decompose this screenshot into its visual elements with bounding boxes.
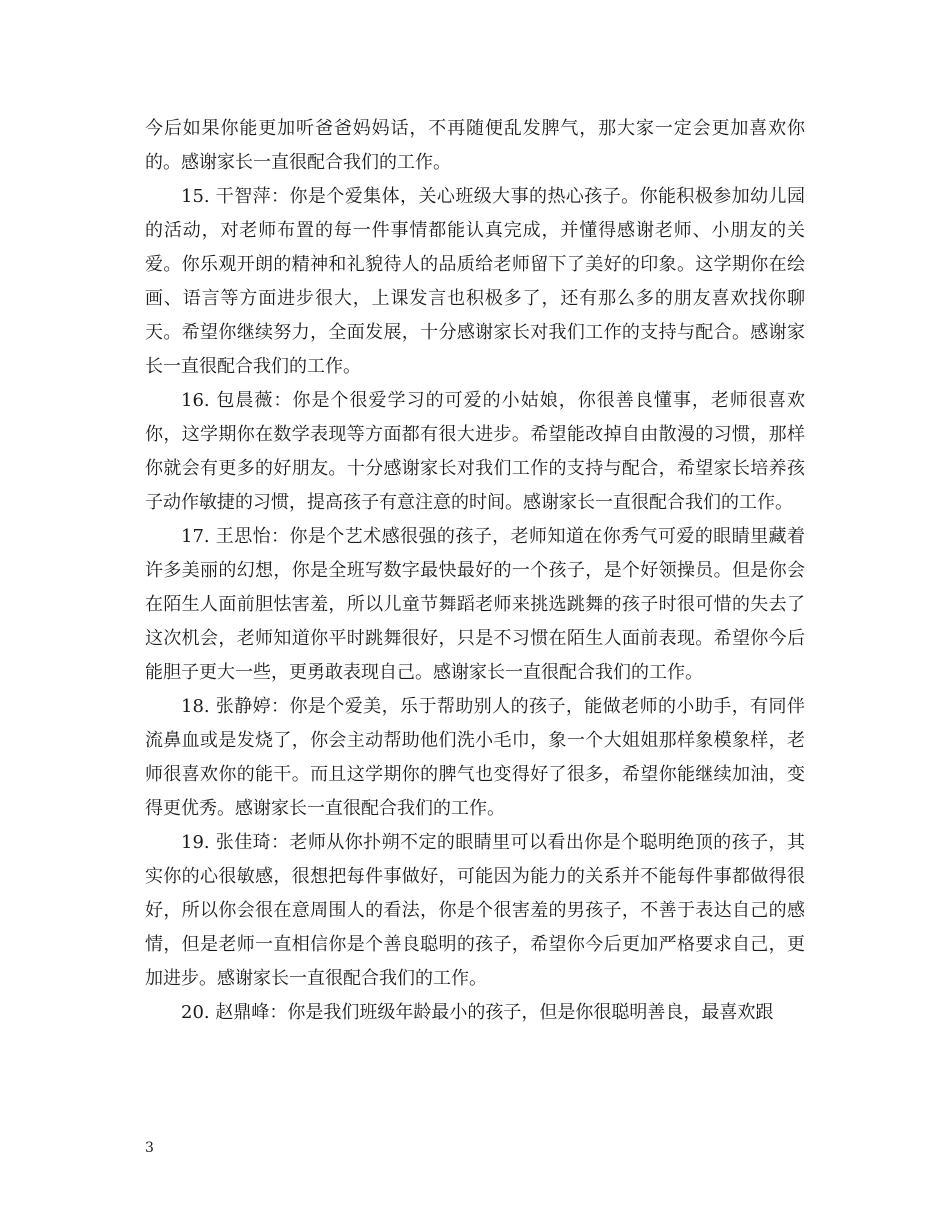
paragraph-item-15: 15. 干智萍：你是个爱集体，关心班级大事的热心孩子。你能积极参加幼儿园的活动，对老师布置的每一件事情都能认真完成，并懂得感谢老师、小朋友的关爱。你乐观开朗的精神和礼貌待人的品质给老师留下了美好的印象。这学期你在绘画、语言等方面进步很大，上课发言也积极多了，还有那么多的朋友喜欢找你聊天。希望你继续努力，全面发展，十分感谢家长对我们工作的支持与配合。感谢家长一直很配合我们的工作。 — [145, 186, 805, 377]
paragraph-item-18: 18. 张静婷：你是个爱美，乐于帮助别人的孩子，能做老师的小助手，有同伴流鼻血或是发烧了，你会主动帮助他们洗小毛巾，象一个大姐姐那样象模象样，老师很喜欢你的能干。而且这学期你的脾气也变得好了很多，希望你能继续加油，变得更优秀。感谢家长一直很配合我们的工作。 — [145, 696, 805, 819]
page-number: 3 — [145, 1140, 154, 1156]
paragraph-continuation: 今后如果你能更加听爸爸妈妈话，不再随便乱发脾气，那大家一定会更加喜欢你的。感谢家长一直很配合我们的工作。 — [145, 118, 805, 173]
paragraph-item-19: 19. 张佳琦：老师从你扑朔不定的眼睛里可以看出你是个聪明绝顶的孩子，其实你的心很敏感，很想把每件事做好，可能因为能力的关系并不能每件事都做得很好，所以你会很在意周围人的看法，你是个很害羞的男孩子，不善于表达自己的感情，但是老师一直相信你是个善良聪明的孩子，希望你今后更加严格要求自己，更加进步。感谢家长一直很配合我们的工作。 — [145, 832, 805, 989]
paragraph-item-17: 17. 王思怡：你是个艺术感很强的孩子，老师知道在你秀气可爱的眼睛里藏着许多美丽的幻想，你是全班写数字最快最好的一个孩子，是个好领操员。但是你会在陌生人面前胆怯害羞，所以儿童节舞蹈老师来挑选跳舞的孩子时很可惜的失去了这次机会，老师知道你平时跳舞很好，只是不习惯在陌生人面前表现。希望你今后能胆子更大一些，更勇敢表现自己。感谢家长一直很配合我们的工作。 — [145, 526, 805, 683]
paragraph-item-20: 20. 赵鼎峰：你是我们班级年龄最小的孩子，但是你很聪明善良，最喜欢跟 — [181, 1002, 774, 1023]
paragraph-item-16: 16. 包晨薇：你是个很爱学习的可爱的小姑娘，你很善良懂事，老师很喜欢你，这学期你在数学表现等方面都有很大进步。希望能改掉自由散漫的习惯，那样你就会有更多的好朋友。十分感谢家长对我们工作的支持与配合，希望家长培养孩子动作敏捷的习惯，提高孩子有意注意的时间。感谢家长一直很配合我们的工作。 — [145, 390, 805, 513]
document-body — [145, 112, 805, 1030]
